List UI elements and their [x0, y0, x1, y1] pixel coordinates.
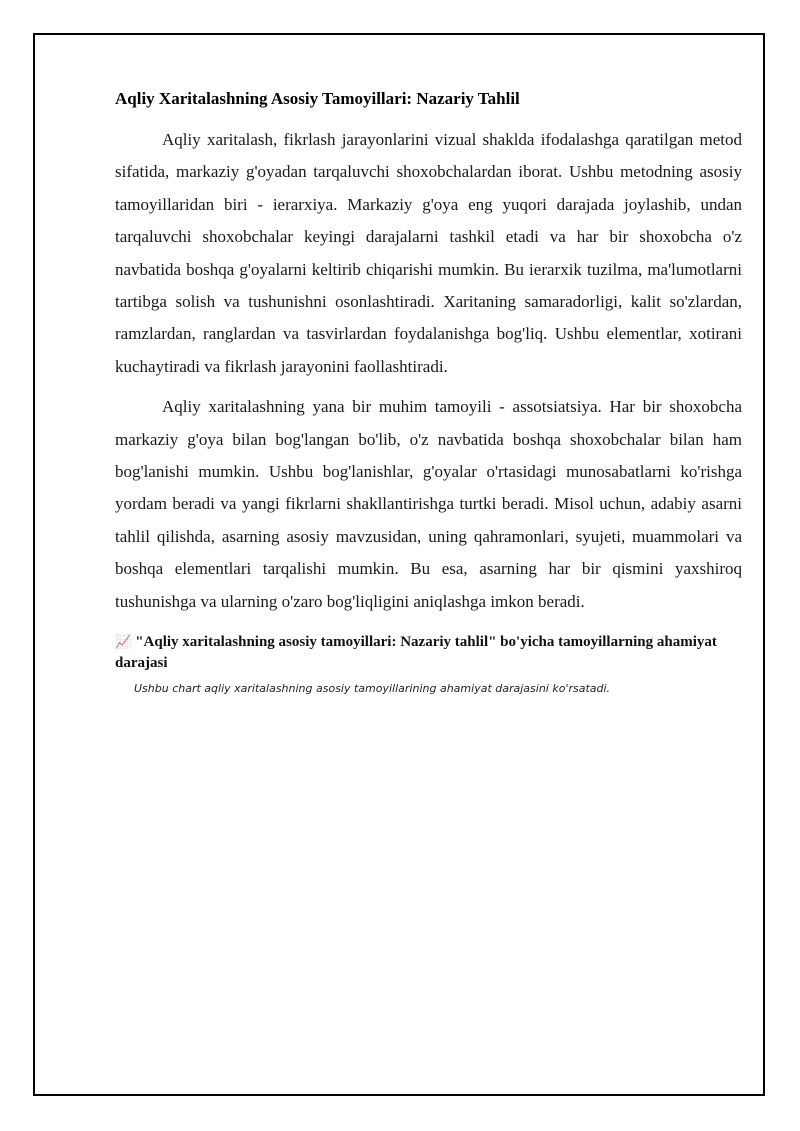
- chart-block: [115, 632, 742, 697]
- paragraph-1: Aqliy xaritalash, fikrlash jarayonlarini vizual shaklda ifodalashga qaratilgan metod sifatida, markaziy g'oyadan tarqaluvchi shoxobchalardan iborat. Ushbu metodning asosiy tamoyillaridan biri - ierarxiya. Markaziy g'oya eng yuqori darajada joylashib, undan tarqaluvchi shoxobchalar keyingi darajalarni tashkil etadi va har bir shoxobcha o'z navbatida boshqa g'oyalarni keltirib chiqarishi mumkin. Bu ierarxik tuzilma, ma'lumotlarni tartibga solish va tushunishni osonlashtiradi. Xaritaning samaradorligi, kalit so'zlardan, ramzlardan, ranglardan va tasvirlardan foydalanishga bog'liq. Ushbu elementlar, xotirani kuchaytiradi va fikrlash jarayonini faollashtiradi.: [115, 130, 742, 376]
- chart-title-text: "Aqliy xaritalashning asosiy tamoyillari: Nazariy tahlil" bo'yicha tamoyillarning ahamiyat darajasi: [115, 634, 717, 672]
- chart-caption: Ushbu chart aqliy xaritalashning asosiy tamoyillarining ahamiyat darajasini ko'rsatadi.: [134, 682, 611, 696]
- paragraph-2: Aqliy xaritalashning yana bir muhim tamoyili - assotsiatsiya. Har bir shoxobcha markaziy g'oya bilan bog'langan bo'lib, o'z navbatida boshqa shoxobchalar bilan ham bog'lanishi mumkin. Ushbu bog'lanishlar, g'oyalar o'rtasidagi munosabatlarni ko'rishga yordam beradi va yangi fikrlarni shakllantirishga turtki beradi. Misol uchun, adabiy asarni tahlil qilishda, asarning asosiy mavzusidan, uning qahramonlari, syujeti, muammolari va boshqa elementlari tarqalishi mumkin. Bu esa, asarning har bir qismini yaxshiroq tushunishga va ularning o'zaro bog'liqligini aniqlashga imkon beradi.: [115, 397, 742, 611]
- chart-title: [115, 632, 742, 673]
- chart-line-icon: 📈: [115, 635, 132, 651]
- document-title: Aqliy Xaritalashning Asosiy Tamoyillari: Nazariy Tahlil: [115, 89, 520, 108]
- document-body: [115, 86, 742, 697]
